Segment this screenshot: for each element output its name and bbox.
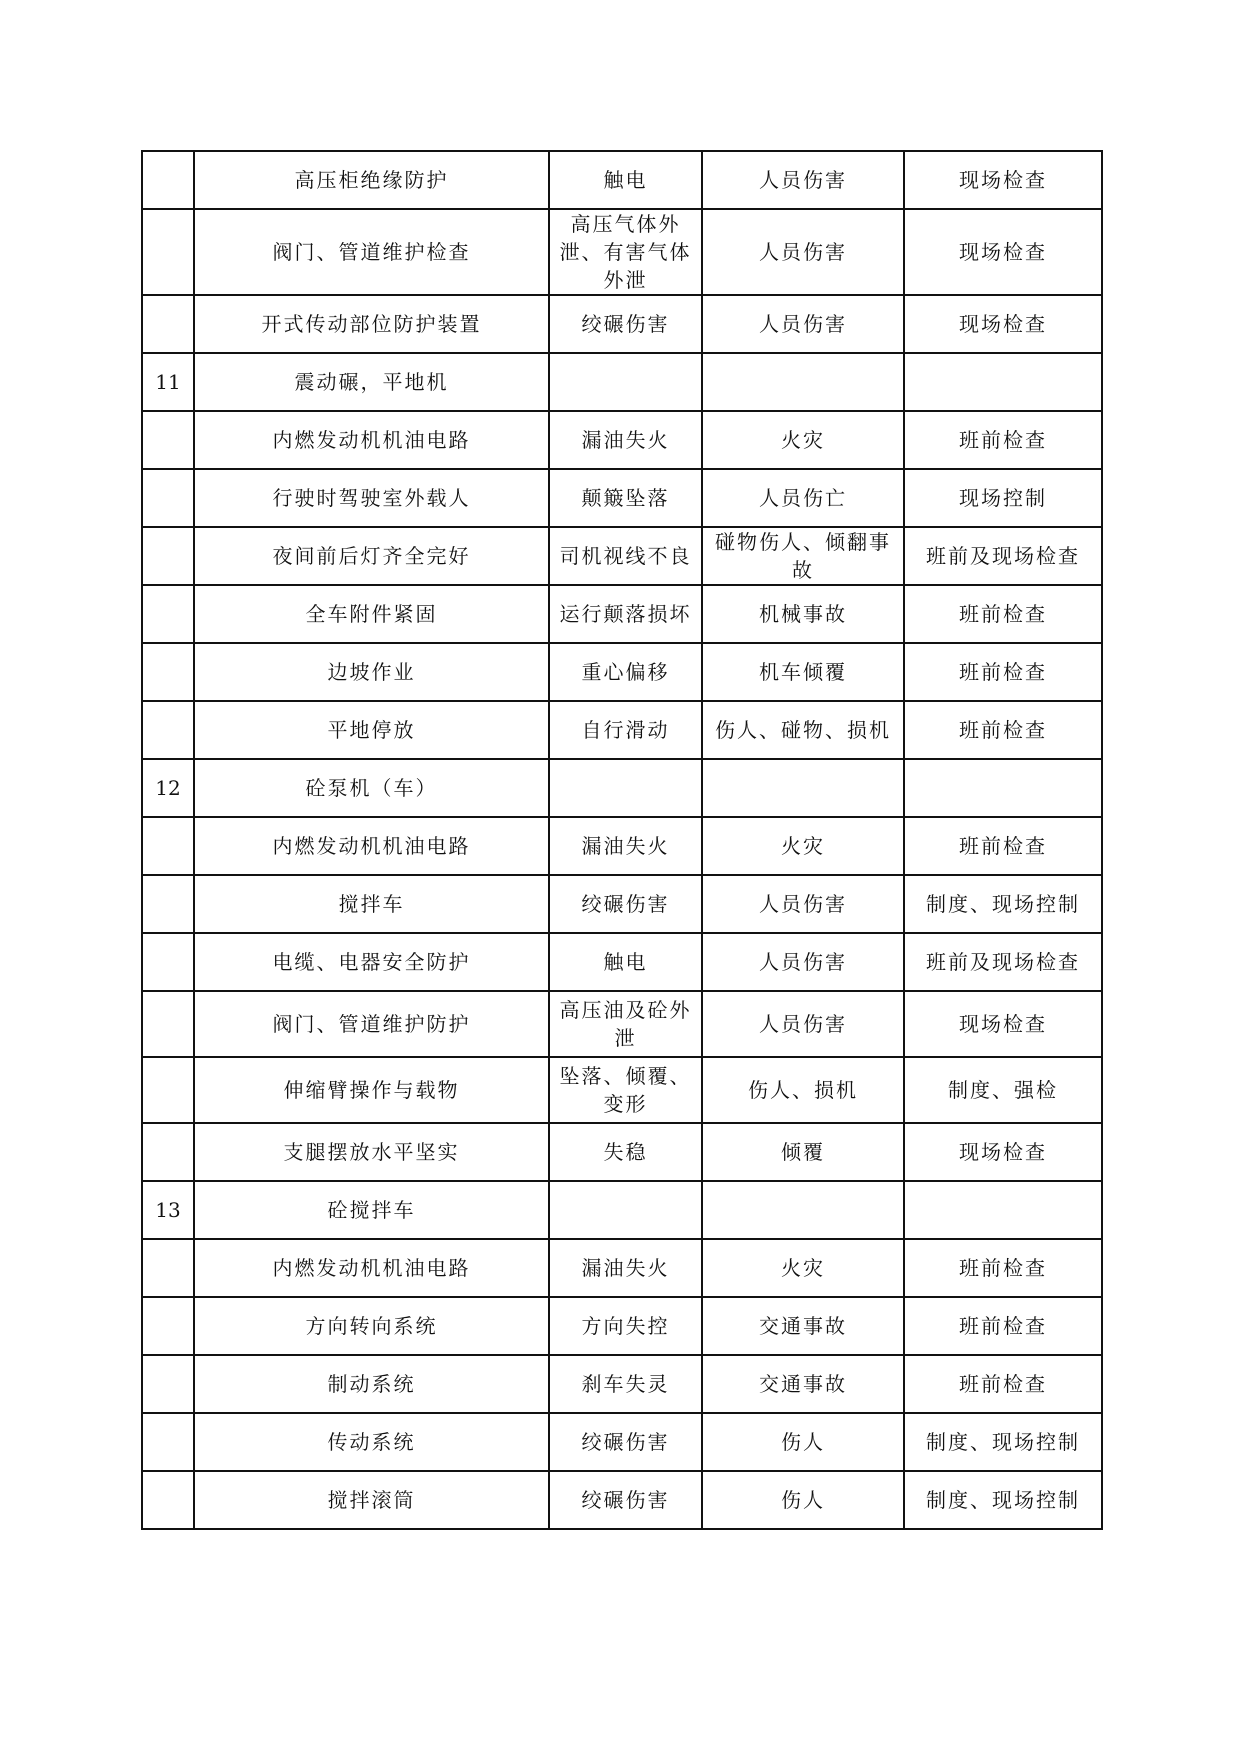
consequence: 人员伤害 xyxy=(702,209,904,295)
table-row xyxy=(142,817,1102,875)
control-measure: 班前检查 xyxy=(904,817,1102,875)
consequence xyxy=(702,759,904,817)
hazard: 绞碾伤害 xyxy=(549,1471,702,1529)
row-number xyxy=(142,527,194,585)
control-measure: 班前检查 xyxy=(904,1239,1102,1297)
row-number xyxy=(142,469,194,527)
hazard: 漏油失火 xyxy=(549,817,702,875)
check-item: 行驶时驾驶室外载人 xyxy=(194,469,549,527)
hazard: 司机视线不良 xyxy=(549,527,702,585)
hazard: 漏油失火 xyxy=(549,1239,702,1297)
table-row xyxy=(142,295,1102,353)
control-measure: 现场检查 xyxy=(904,151,1102,209)
row-number xyxy=(142,1355,194,1413)
row-number xyxy=(142,817,194,875)
hazard: 绞碾伤害 xyxy=(549,875,702,933)
table-row xyxy=(142,353,1102,411)
row-number: 12 xyxy=(142,759,194,817)
check-item: 伸缩臂操作与载物 xyxy=(194,1057,549,1123)
row-number xyxy=(142,643,194,701)
hazard: 触电 xyxy=(549,151,702,209)
control-measure: 现场检查 xyxy=(904,295,1102,353)
hazard: 方向失控 xyxy=(549,1297,702,1355)
consequence: 人员伤害 xyxy=(702,875,904,933)
consequence: 人员伤害 xyxy=(702,295,904,353)
hazard: 失稳 xyxy=(549,1123,702,1181)
hazard: 绞碾伤害 xyxy=(549,1413,702,1471)
check-item: 制动系统 xyxy=(194,1355,549,1413)
check-item: 支腿摆放水平坚实 xyxy=(194,1123,549,1181)
control-measure: 班前检查 xyxy=(904,701,1102,759)
row-number xyxy=(142,585,194,643)
control-measure: 班前及现场检查 xyxy=(904,933,1102,991)
control-measure: 班前检查 xyxy=(904,1355,1102,1413)
row-number xyxy=(142,1297,194,1355)
consequence: 机械事故 xyxy=(702,585,904,643)
table-row xyxy=(142,527,1102,585)
consequence: 倾覆 xyxy=(702,1123,904,1181)
check-item: 方向转向系统 xyxy=(194,1297,549,1355)
control-measure: 现场检查 xyxy=(904,209,1102,295)
row-number xyxy=(142,1471,194,1529)
table-row xyxy=(142,151,1102,209)
control-measure xyxy=(904,353,1102,411)
check-item: 平地停放 xyxy=(194,701,549,759)
table-row xyxy=(142,1181,1102,1239)
consequence: 火灾 xyxy=(702,1239,904,1297)
hazard: 刹车失灵 xyxy=(549,1355,702,1413)
hazard: 漏油失火 xyxy=(549,411,702,469)
row-number xyxy=(142,1239,194,1297)
table-row xyxy=(142,1413,1102,1471)
consequence: 伤人、损机 xyxy=(702,1057,904,1123)
row-number xyxy=(142,209,194,295)
consequence: 伤人 xyxy=(702,1413,904,1471)
hazard: 触电 xyxy=(549,933,702,991)
control-measure: 班前检查 xyxy=(904,643,1102,701)
check-item: 传动系统 xyxy=(194,1413,549,1471)
consequence: 人员伤害 xyxy=(702,933,904,991)
check-item: 阀门、管道维护检查 xyxy=(194,209,549,295)
consequence: 碰物伤人、倾翻事故 xyxy=(702,527,904,585)
hazard xyxy=(549,1181,702,1239)
row-number xyxy=(142,411,194,469)
consequence: 机车倾覆 xyxy=(702,643,904,701)
control-measure: 班前检查 xyxy=(904,585,1102,643)
control-measure: 班前及现场检查 xyxy=(904,527,1102,585)
hazard: 坠落、倾覆、变形 xyxy=(549,1057,702,1123)
check-item: 高压柜绝缘防护 xyxy=(194,151,549,209)
risk-table-body xyxy=(142,151,1102,1529)
check-item: 砼搅拌车 xyxy=(194,1181,549,1239)
control-measure: 制度、现场控制 xyxy=(904,875,1102,933)
row-number xyxy=(142,933,194,991)
row-number xyxy=(142,295,194,353)
row-number xyxy=(142,1123,194,1181)
table-row xyxy=(142,585,1102,643)
table-row xyxy=(142,1239,1102,1297)
control-measure: 现场检查 xyxy=(904,991,1102,1057)
risk-table xyxy=(141,150,1103,1530)
row-number xyxy=(142,1057,194,1123)
check-item: 砼泵机（车） xyxy=(194,759,549,817)
row-number xyxy=(142,1413,194,1471)
check-item: 内燃发动机机油电路 xyxy=(194,411,549,469)
table-row xyxy=(142,875,1102,933)
check-item: 电缆、电器安全防护 xyxy=(194,933,549,991)
hazard: 高压油及砼外泄 xyxy=(549,991,702,1057)
control-measure: 制度、现场控制 xyxy=(904,1471,1102,1529)
hazard: 绞碾伤害 xyxy=(549,295,702,353)
control-measure: 班前检查 xyxy=(904,1297,1102,1355)
row-number: 11 xyxy=(142,353,194,411)
table-row xyxy=(142,209,1102,295)
control-measure xyxy=(904,759,1102,817)
control-measure: 制度、现场控制 xyxy=(904,1413,1102,1471)
consequence: 人员伤害 xyxy=(702,151,904,209)
hazard: 运行颠落损坏 xyxy=(549,585,702,643)
consequence: 火灾 xyxy=(702,411,904,469)
table-row xyxy=(142,1355,1102,1413)
control-measure: 制度、强检 xyxy=(904,1057,1102,1123)
hazard: 高压气体外泄、有害气体外泄 xyxy=(549,209,702,295)
check-item: 内燃发动机机油电路 xyxy=(194,817,549,875)
table-row xyxy=(142,469,1102,527)
row-number xyxy=(142,151,194,209)
consequence xyxy=(702,1181,904,1239)
table-row xyxy=(142,933,1102,991)
hazard xyxy=(549,759,702,817)
table-row xyxy=(142,411,1102,469)
consequence: 交通事故 xyxy=(702,1297,904,1355)
hazard: 颠簸坠落 xyxy=(549,469,702,527)
hazard: 重心偏移 xyxy=(549,643,702,701)
consequence: 伤人 xyxy=(702,1471,904,1529)
table-row xyxy=(142,1123,1102,1181)
control-measure: 现场检查 xyxy=(904,1123,1102,1181)
row-number xyxy=(142,701,194,759)
consequence: 人员伤亡 xyxy=(702,469,904,527)
row-number xyxy=(142,991,194,1057)
check-item: 全车附件紧固 xyxy=(194,585,549,643)
hazard xyxy=(549,353,702,411)
table-row xyxy=(142,1057,1102,1123)
row-number xyxy=(142,875,194,933)
check-item: 搅拌车 xyxy=(194,875,549,933)
control-measure: 现场控制 xyxy=(904,469,1102,527)
consequence: 火灾 xyxy=(702,817,904,875)
row-number: 13 xyxy=(142,1181,194,1239)
check-item: 阀门、管道维护防护 xyxy=(194,991,549,1057)
consequence: 人员伤害 xyxy=(702,991,904,1057)
control-measure xyxy=(904,1181,1102,1239)
check-item: 搅拌滚筒 xyxy=(194,1471,549,1529)
table-row xyxy=(142,1297,1102,1355)
check-item: 内燃发动机机油电路 xyxy=(194,1239,549,1297)
check-item: 夜间前后灯齐全完好 xyxy=(194,527,549,585)
hazard: 自行滑动 xyxy=(549,701,702,759)
check-item: 边坡作业 xyxy=(194,643,549,701)
table-row xyxy=(142,1471,1102,1529)
consequence xyxy=(702,353,904,411)
table-row xyxy=(142,643,1102,701)
table-row xyxy=(142,991,1102,1057)
control-measure: 班前检查 xyxy=(904,411,1102,469)
check-item: 震动碾，平地机 xyxy=(194,353,549,411)
consequence: 伤人、碰物、损机 xyxy=(702,701,904,759)
table-row xyxy=(142,759,1102,817)
check-item: 开式传动部位防护装置 xyxy=(194,295,549,353)
table-row xyxy=(142,701,1102,759)
consequence: 交通事故 xyxy=(702,1355,904,1413)
